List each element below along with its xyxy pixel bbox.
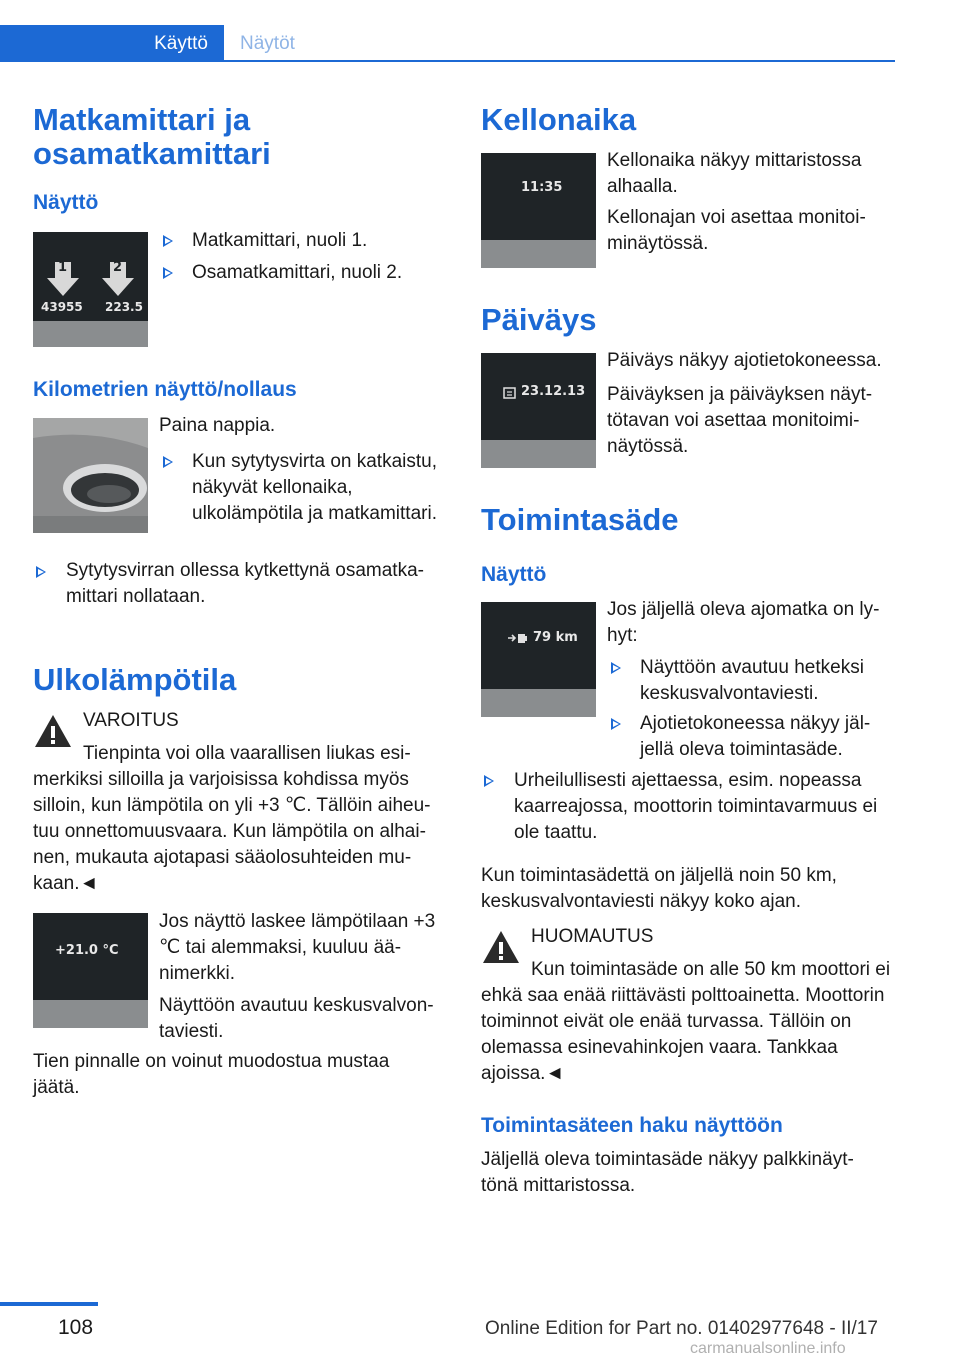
clock-text-1: Kellonaika näkyy mittaristossa alhaalla.: [607, 150, 862, 197]
odometer-value: 43955: [41, 300, 83, 314]
clock-text-2: Kellonajan voi asettaa monitoiminäytössä.: [607, 207, 866, 254]
warning-text: Tienpinta voi olla vaarallisen liukas esimerkiksi silloilla ja varjoisissa kohdissa myös silloin, kun lämpötila on yli +3 ℃. Tällöin aiheutuu onnettomuusvaara. Kun lämpötila on alhainen, mukauta ajotapasi sääolosuhteiden mukaan.◄: [33, 743, 431, 894]
bullet-reset-1: Kun sytytysvirta on katkaistu, näkyvät kellonaika, ulkolämpötila ja matkamittari.: [192, 451, 437, 524]
temp-text-2: Näyttöön avautuu keskusvalvontaviesti.: [159, 995, 434, 1042]
temperature-display-image: [33, 913, 148, 1028]
date-text-1: Päiväys näkyy ajotietokoneessa.: [607, 350, 882, 371]
fetch-text: Jäljellä oleva toimintasäde näkyy palkkinäyttönä mittaristossa.: [481, 1149, 854, 1196]
range-title: Toimintasäde: [481, 502, 679, 537]
range-subtitle: Näyttö: [481, 563, 547, 586]
odometer-display-image: [33, 232, 148, 347]
clock-title: Kellonaika: [481, 102, 637, 137]
footer-rule: [0, 1302, 98, 1306]
range-intro: Jos jäljellä oleva ajomatka on lyhyt:: [607, 599, 880, 646]
reset-intro: Paina nappia.: [159, 415, 276, 436]
page-number: 108: [58, 1316, 94, 1339]
note-text: Kun toimintasäde on alle 50 km moottori ei ehkä saa enää riittävästi polttoainetta. Moottorin toiminnot eivät ole enää turvassa. Tällöin on olemassa esinevahinkojen vaara. Tankkaa ajoissa.◄: [481, 959, 891, 1084]
warning-label: VAROITUS: [83, 710, 179, 731]
outside-temp-title: Ulkolämpötila: [33, 662, 237, 697]
bullet-triangle-icon: [611, 662, 621, 674]
note-label: HUOMAUTUS: [531, 926, 654, 947]
reset-title: Kilometrien näyttö/nollaus: [33, 378, 297, 401]
range-value: 79 km: [533, 630, 578, 645]
fetch-title: Toimintasäteen haku näyttöön: [481, 1114, 783, 1137]
fuel-range-icon: [507, 632, 529, 644]
temperature-value: +21.0 °C: [55, 943, 119, 958]
bullet-range-2: Ajotietokoneessa näkyy jäljellä oleva toimintasäde.: [640, 713, 871, 760]
ice-text: Tien pinnalle on voinut muodostua mustaa jäätä.: [33, 1051, 390, 1098]
bullet-triangle-icon: [484, 775, 494, 787]
reset-button-image: [33, 418, 148, 533]
odometer-title: Matkamittari ja osamatkamittari: [33, 102, 271, 171]
odometer-subtitle: Näyttö: [33, 191, 99, 214]
date-title: Päiväys: [481, 302, 597, 337]
header-rule: [0, 60, 895, 62]
range-text: Kun toimintasädettä on jäljellä noin 50 km, keskusvalvontaviesti näkyy koko ajan.: [481, 865, 837, 912]
tab-kaytto[interactable]: Käyttö: [0, 25, 224, 62]
arrow-2-label: 2: [113, 260, 123, 275]
date-value: 23.12.13: [521, 384, 586, 399]
bullet-trip: Osamatkamittari, nuoli 2.: [192, 262, 403, 283]
watermark: carmanualsonline.info: [690, 1340, 846, 1357]
trip-value: 223.5: [105, 300, 143, 314]
arrow-1-label: 1: [58, 260, 68, 275]
temp-text-1: Jos näyttö laskee lämpötilaan +3 ℃ tai alemmaksi, kuuluu äänimerkki.: [159, 911, 436, 984]
bullet-triangle-icon: [163, 456, 173, 468]
bullet-range-1: Näyttöön avautuu hetkeksi keskusvalvontaviesti.: [640, 657, 864, 704]
date-text-2: Päiväyksen ja päiväyksen näyttötavan voi asettaa monitoiminäytössä.: [607, 384, 873, 457]
bullet-odometer: Matkamittari, nuoli 1.: [192, 230, 368, 251]
calendar-icon: [503, 386, 517, 400]
bullet-reset-2: Sytytysvirran ollessa kytkettynä osamatkamittari nollataan.: [66, 560, 424, 607]
date-display-image: [481, 353, 596, 468]
bullet-range-3: Urheilullisesti ajettaessa, esim. nopeassa kaarreajossa, moottorin toimintavarmuus ei ole taattu.: [514, 770, 878, 843]
range-display-image: [481, 602, 596, 717]
edition-text: Online Edition for Part no. 01402977648 - II/17: [485, 1318, 878, 1339]
bullet-triangle-icon: [163, 267, 173, 279]
tab-naytot[interactable]: Näytöt: [240, 33, 295, 54]
clock-display-image: [481, 153, 596, 268]
bullet-triangle-icon: [36, 566, 46, 578]
clock-value: 11:35: [521, 180, 563, 195]
bullet-triangle-icon: [163, 235, 173, 247]
bullet-triangle-icon: [611, 718, 621, 730]
